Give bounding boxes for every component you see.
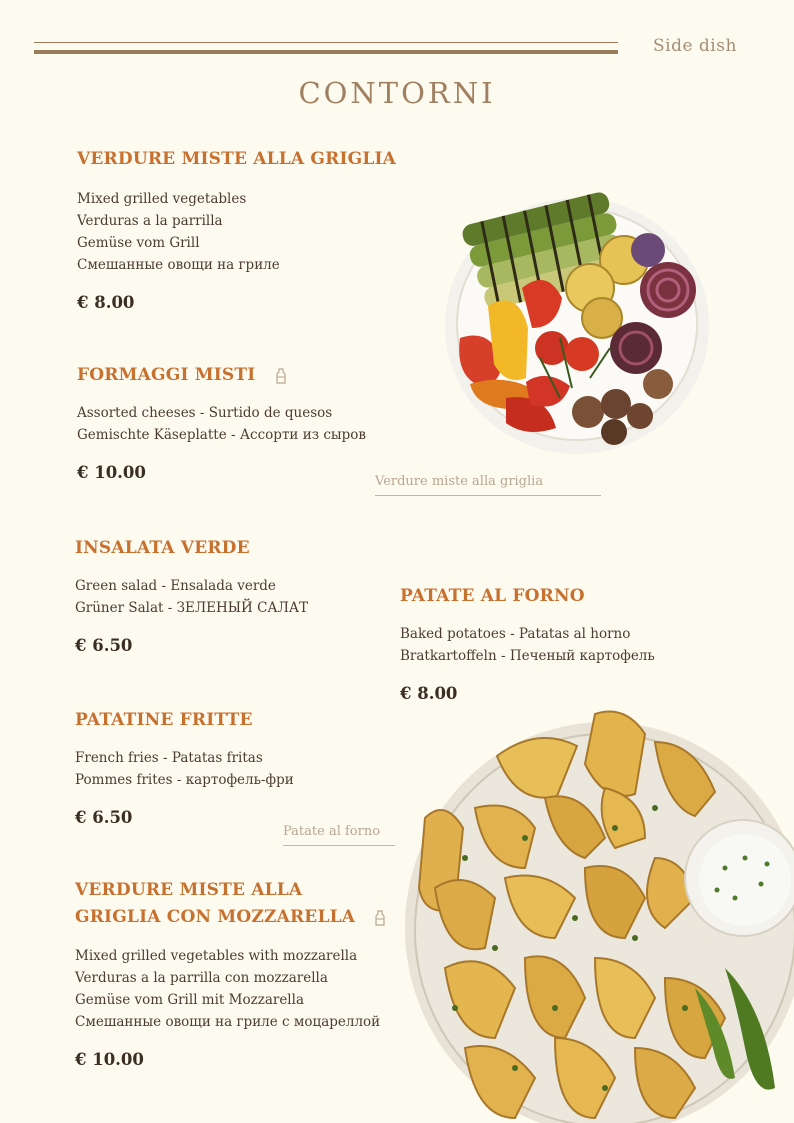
dish-desc-line: Grüner Salat - ЗЕЛЕНЫЙ САЛАТ bbox=[75, 600, 309, 616]
vegetarian-icon bbox=[276, 368, 286, 384]
dish-desc-line: Assorted cheeses - Surtido de quesos bbox=[77, 405, 333, 421]
section-subtitle: Side dish bbox=[653, 36, 737, 56]
image-caption-vegetables: Verdure miste alla griglia bbox=[375, 474, 601, 496]
dish-name: PATATINE FRITTE bbox=[75, 710, 253, 730]
image-caption-potatoes: Patate al forno bbox=[283, 824, 395, 846]
dish-price: € 10.00 bbox=[75, 1050, 144, 1069]
dish-desc-line: Green salad - Ensalada verde bbox=[75, 578, 276, 594]
dish-price: € 10.00 bbox=[77, 463, 146, 482]
header-rule-thick bbox=[34, 50, 618, 54]
dish-desc-line: Gemüse vom Grill bbox=[77, 235, 200, 251]
dish-price: € 6.50 bbox=[75, 636, 133, 655]
menu-item-patate-al-forno bbox=[400, 583, 700, 703]
dish-price: € 8.00 bbox=[400, 684, 458, 703]
dish-desc-line: Pommes frites - картофель-фри bbox=[75, 772, 294, 788]
dish-desc-line: Baked potatoes - Patatas al horno bbox=[400, 626, 631, 642]
dish-desc-line: Mixed grilled vegetables bbox=[77, 191, 247, 207]
menu-item-verdure-mozzarella bbox=[75, 877, 405, 1069]
menu-item-patatine-fritte bbox=[75, 707, 375, 827]
menu-item-verdure-miste bbox=[77, 146, 417, 312]
dish-name: PATATE AL FORNO bbox=[400, 586, 585, 606]
page-title: CONTORNI bbox=[298, 76, 496, 110]
baked-potatoes-image bbox=[405, 708, 794, 1123]
grilled-vegetables-image bbox=[440, 188, 712, 458]
dish-desc-line: Смешанные овощи на гриле с моцареллой bbox=[75, 1014, 381, 1030]
dish-desc-line: Gemischte Käseplatte - Ассорти из сыров bbox=[77, 427, 367, 443]
dish-name: FORMAGGI MISTI bbox=[77, 365, 256, 385]
menu-item-formaggi-misti bbox=[77, 362, 397, 482]
dish-desc-line: Verduras a la parrilla bbox=[77, 213, 223, 229]
dish-name: INSALATA VERDE bbox=[75, 538, 250, 558]
dish-desc-line: Mixed grilled vegetables with mozzarella bbox=[75, 948, 358, 964]
vegetarian-icon bbox=[375, 910, 385, 926]
header-rule-thin bbox=[34, 42, 618, 43]
dish-name-line: VERDURE MISTE ALLA bbox=[75, 880, 303, 900]
dish-desc-line: Смешанные овощи на гриле bbox=[77, 257, 280, 273]
dish-price: € 6.50 bbox=[75, 808, 133, 827]
dish-name-line: GRIGLIA CON MOZZARELLA bbox=[75, 907, 356, 927]
dish-name: VERDURE MISTE ALLA GRIGLIA bbox=[77, 149, 397, 169]
dish-price: € 8.00 bbox=[77, 293, 135, 312]
dish-desc-line: Gemüse vom Grill mit Mozzarella bbox=[75, 992, 304, 1008]
menu-item-insalata-verde bbox=[75, 535, 375, 655]
dish-desc-line: French fries - Patatas fritas bbox=[75, 750, 263, 766]
dish-desc-line: Verduras a la parrilla con mozzarella bbox=[75, 970, 328, 986]
dish-desc-line: Bratkartoffeln - Печеный картофель bbox=[400, 648, 655, 664]
